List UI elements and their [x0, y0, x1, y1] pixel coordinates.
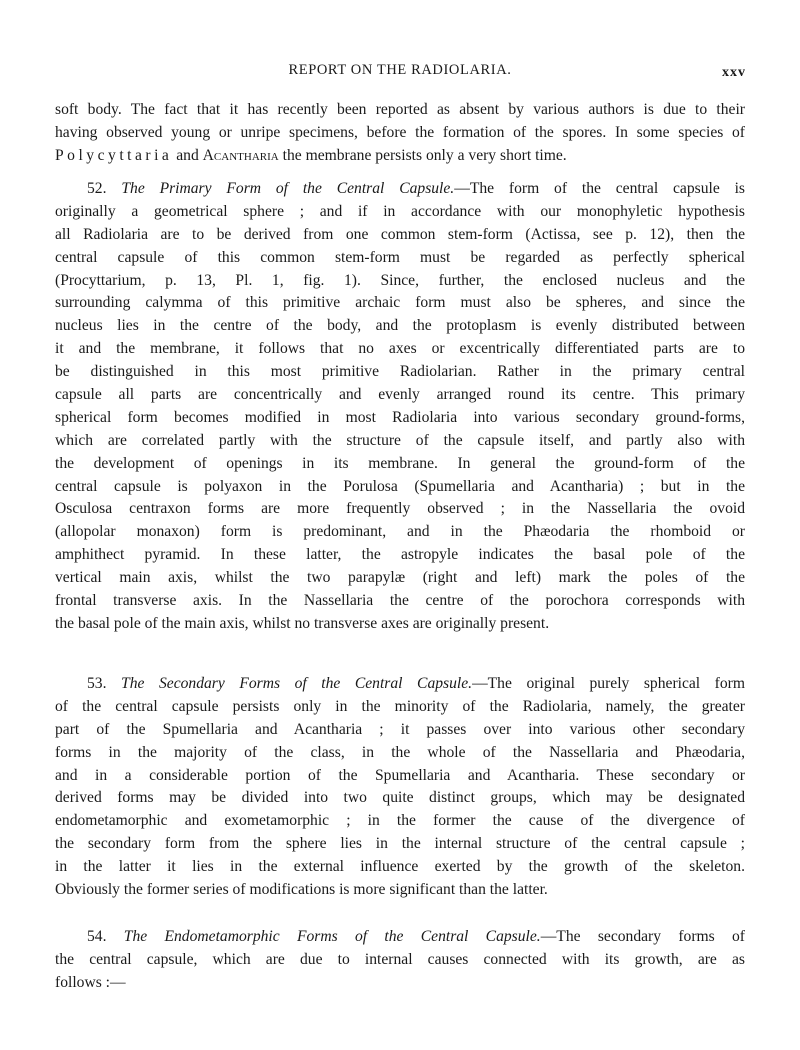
text-line: vertical main axis, whilst the two parapylæ (right and left) mark the poles of the [55, 569, 745, 587]
text-line: be distinguished in this most primitive Radiolarian. Rather in the primary central [55, 363, 745, 381]
text-line: the central capsule, which are due to internal causes connected with its growth, are as [55, 950, 745, 968]
text-line: the basal pole of the main axis, whilst no transverse axes are originally present. [55, 614, 550, 632]
section-number: 52. [87, 180, 107, 197]
text-line: having observed young or unripe specimens, before the formation of the spores. In some species of [55, 123, 745, 141]
text-line: frontal transverse axis. In the Nassellaria the centre of the porochora corresponds with [55, 592, 745, 610]
text-line: central capsule is polyaxon in the Porulosa (Spumellaria and Acantharia) ; but in the [55, 477, 745, 495]
text-line: follows :— [55, 973, 126, 991]
text-line: soft body. The fact that it has recently been reported as absent by various authors is due to their [55, 101, 745, 118]
page-header [0, 62, 800, 84]
section-title: The Secondary Forms of the Central Capsule. [121, 675, 473, 692]
section-title: The Endometamorphic Forms of the Central Capsule. [123, 928, 541, 945]
text-line: (allopolar monaxon) form is predominant, and in the Phæodaria the rhomboid or [55, 523, 745, 541]
taxon-name: Polycyttaria [55, 146, 173, 164]
text-line: endometamorphic and exometamorphic ; in the former the cause of the divergence of [55, 812, 745, 830]
text-line: derived forms may be divided into two quite distinct groups, which may be designated [55, 789, 745, 807]
section-52 [55, 178, 745, 636]
section-number: 53. [87, 675, 107, 692]
section-54 [55, 926, 745, 995]
text-line: the development of openings in its membrane. In general the ground-form of the [55, 454, 745, 472]
text-line: and in a considerable portion of the Spumellaria and Acantharia. These secondary or [55, 766, 745, 784]
text-line: it and the membrane, it follows that no axes or excentrically differentiated parts are to [55, 340, 745, 358]
section-heading-line: 52. The Primary Form of the Central Capsule.—The form of the central capsule is [87, 180, 745, 197]
text-line: amphithect pyramid. In these latter, the astropyle indicates the basal pole of the [55, 546, 745, 564]
text-line: all Radiolaria are to be derived from one common stem-form (Actissa, see p. 12), then the [55, 225, 745, 243]
text-line: surrounding calymma of this primitive archaic form must also be spheres, and since the [55, 294, 745, 312]
text-line: part of the Spumellaria and Acantharia ; it passes over into various other secondary [55, 720, 745, 738]
text-line: central capsule of this common stem-form must be regarded as perfectly spherical [55, 248, 745, 266]
section-number: 54. [87, 928, 107, 945]
section-title: The Primary Form of the Central Capsule. [121, 180, 455, 197]
text-line: capsule all parts are concentrically and evenly arranged round its centre. This primary [55, 386, 745, 404]
text-line: nucleus lies in the centre of the body, and the protoplasm is evenly distributed between [55, 317, 745, 335]
continuation-paragraph [55, 99, 745, 168]
text-line: originally a geometrical sphere ; and if in accordance with our monophyletic hypothesis [55, 202, 745, 220]
running-title: REPORT ON THE RADIOLARIA. [288, 62, 512, 78]
taxon-name: Acantharia [202, 146, 279, 164]
text-line: (Procyttarium, p. 13, Pl. 1, fig. 1). Since, further, the enclosed nucleus and the [55, 271, 745, 289]
text-line: spherical form becomes modified in most Radiolaria into various secondary ground-forms, [55, 408, 745, 426]
section-53 [55, 673, 745, 902]
section-heading-line: 54. The Endometamorphic Forms of the Central Capsule.—The secondary forms of [87, 928, 745, 945]
section-heading-line: 53. The Secondary Forms of the Central Capsule.—The original purely spherical form [87, 675, 745, 692]
text-line: of the central capsule persists only in the minority of the Radiolaria, namely, the greater [55, 697, 745, 715]
page-number: xxv [722, 65, 746, 80]
text-line: in the latter it lies in the external influence exerted by the growth of the skeleton. [55, 858, 745, 876]
text-line: the secondary form from the sphere lies in the internal structure of the central capsule ; [55, 835, 745, 853]
text-line: which are correlated partly with the structure of the capsule itself, and partly also with [55, 431, 745, 449]
text-line: forms in the majority of the class, in the whole of the Nassellaria and Phæodaria, [55, 743, 745, 761]
text-line: Osculosa centraxon forms are more frequently observed ; in the Nassellaria the ovoid [55, 500, 745, 518]
text-line: Polycyttaria and Acantharia the membrane persists only a very short time. [55, 146, 567, 164]
text-line: Obviously the former series of modifications is more significant than the latter. [55, 881, 548, 899]
